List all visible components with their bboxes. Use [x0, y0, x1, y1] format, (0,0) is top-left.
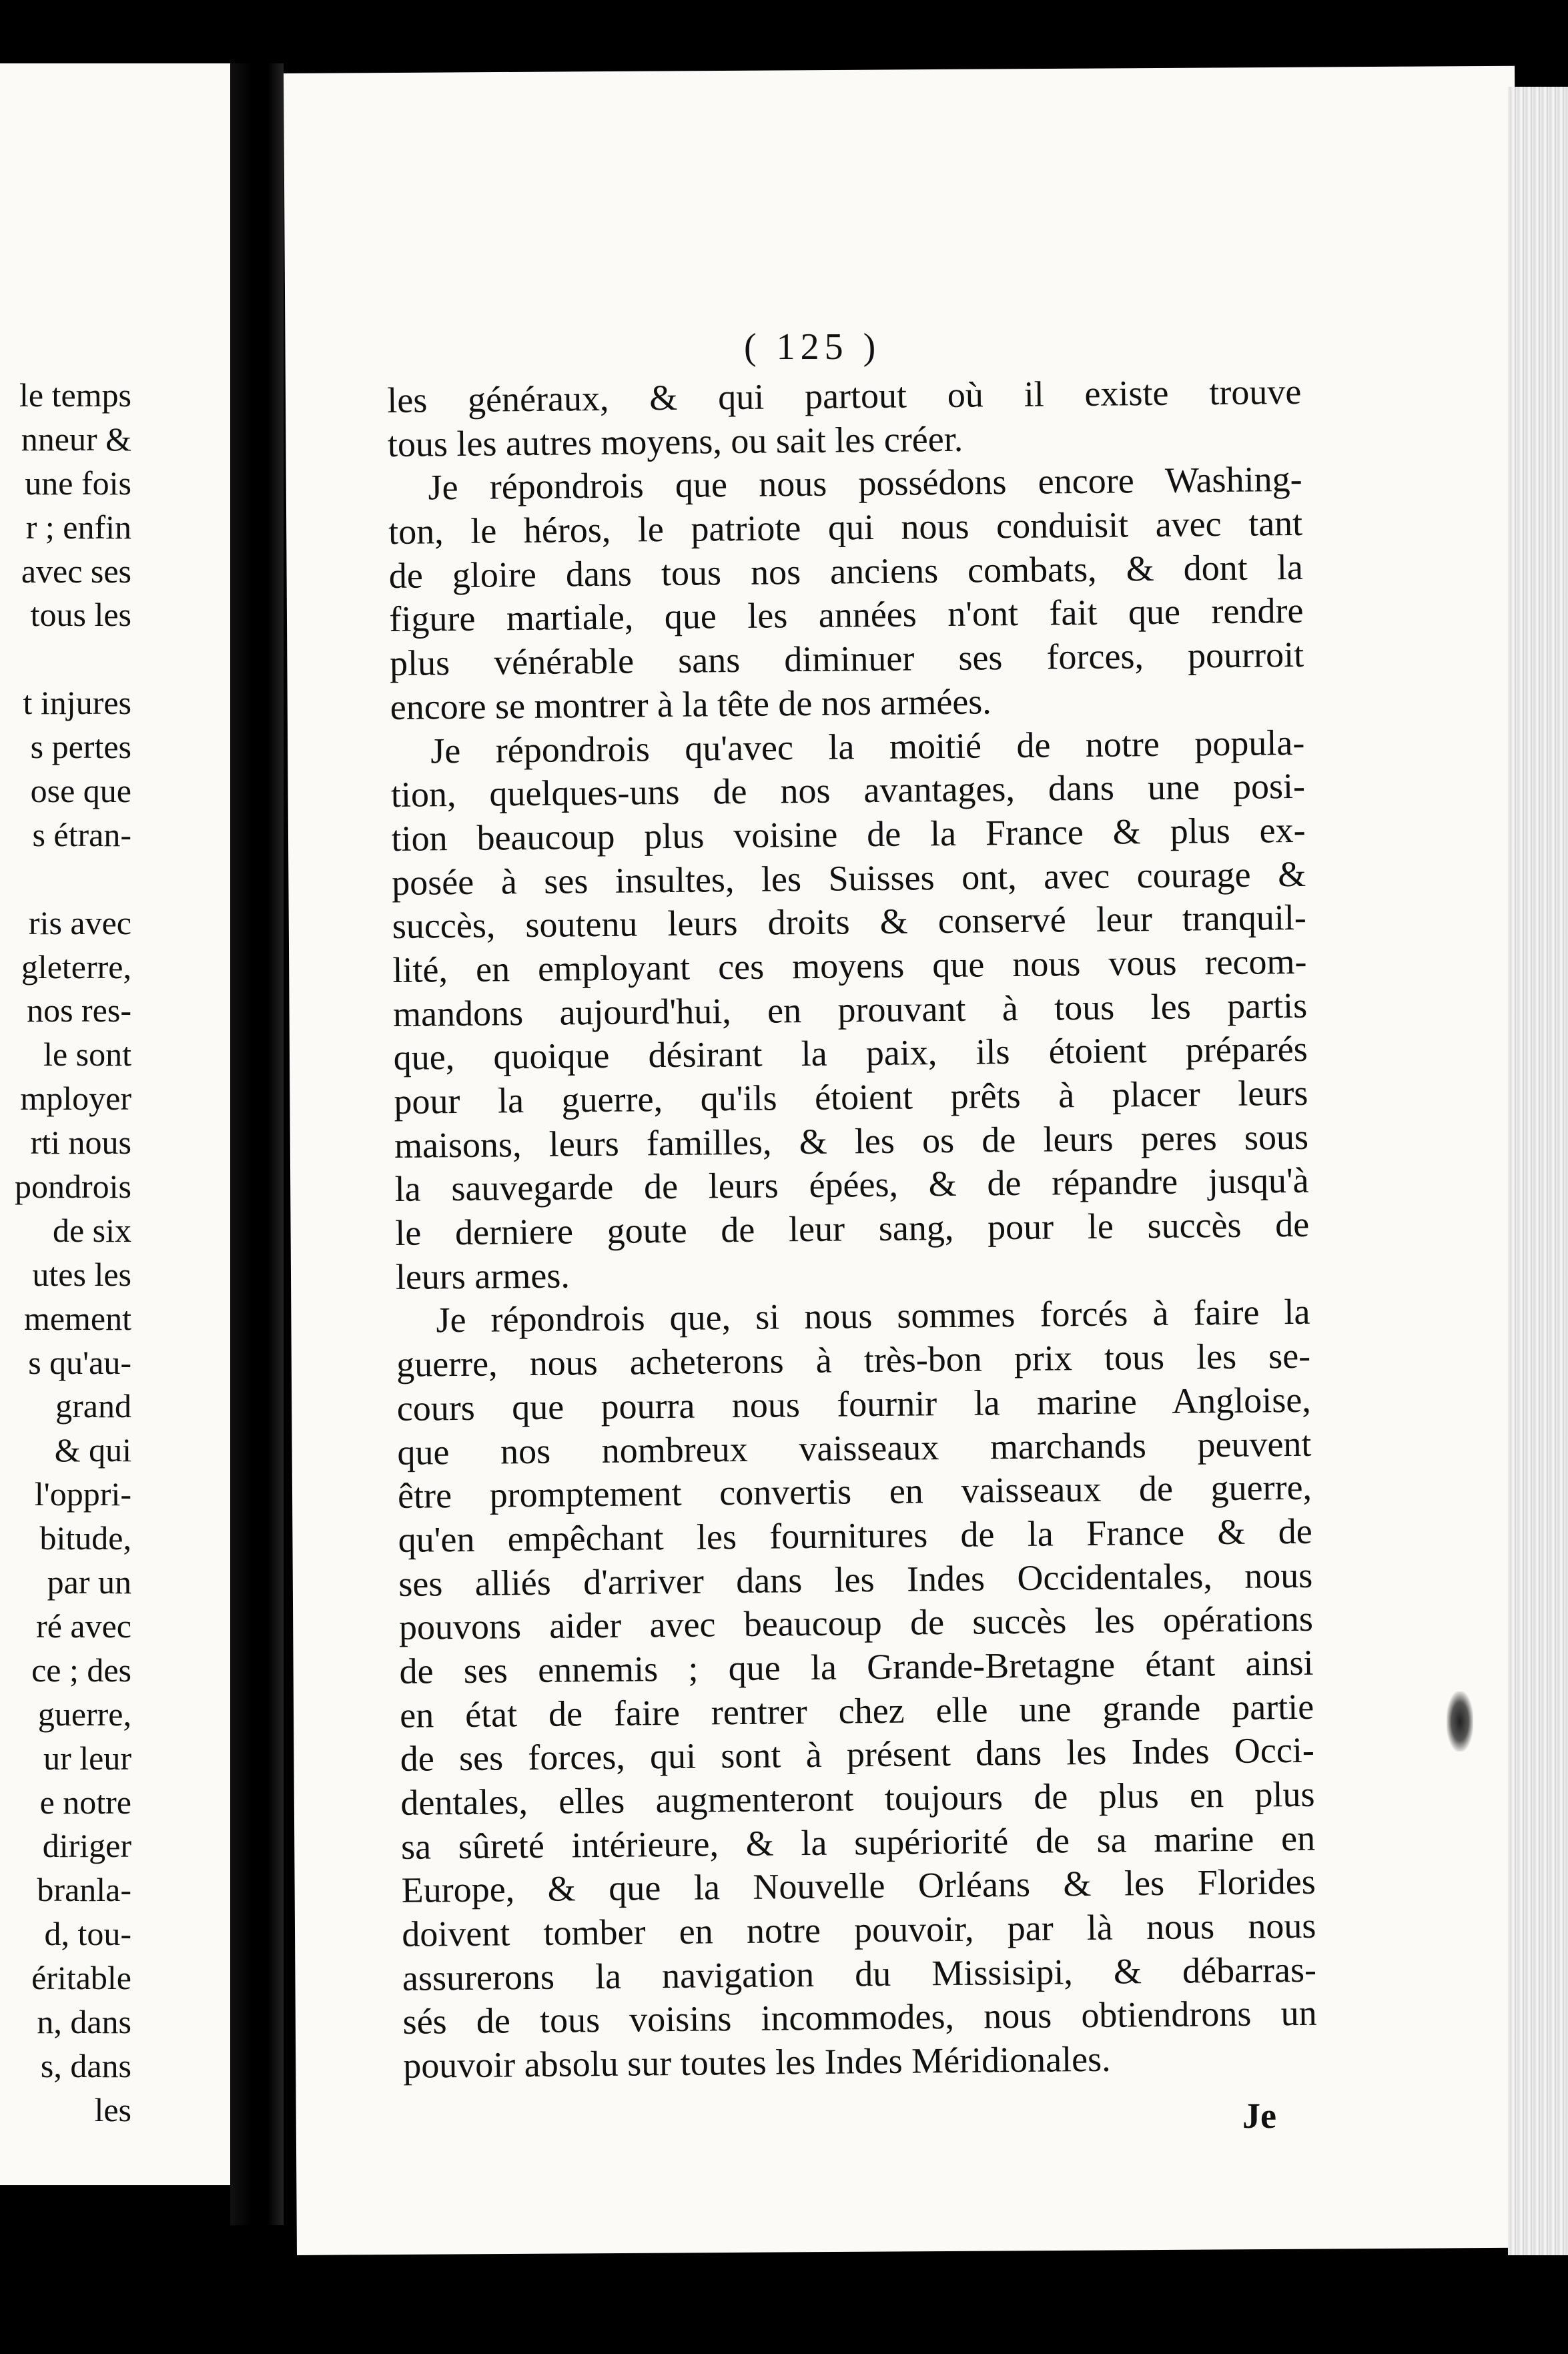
facing-text-line: avec ses	[21, 552, 131, 590]
facing-page-text	[0, 374, 131, 2132]
facing-text-line: diriger	[42, 1827, 131, 1865]
facing-text-line: & qui	[54, 1431, 131, 1469]
facing-text-line: le temps	[19, 376, 131, 414]
text-line: le derniere goute de leur sang, pour le succès de	[394, 1204, 1310, 1254]
text-line: Je répondrois qu'avec la moitié de notre popula-	[430, 722, 1305, 771]
text-line: figure martiale, que les années n'ont fait que rendre	[389, 591, 1304, 640]
facing-text-line: nneur &	[21, 420, 131, 458]
facing-text-line: nos res-	[27, 992, 131, 1030]
body-text	[387, 370, 1318, 2088]
text-line: encore se montrer à la tête de nos armées.	[390, 681, 992, 727]
ink-smudge	[1447, 1691, 1473, 1751]
catchword: Je	[1242, 2096, 1276, 2136]
text-line: doivent tomber en notre pouvoir, par là nous nous	[402, 1905, 1316, 1954]
text-line: Je répondrois que, si nous sommes forcés à faire la	[436, 1292, 1310, 1340]
text-line: tion, quelques-uns de nos avantages, dans une posi-	[390, 766, 1306, 815]
facing-text-line: rti nous	[30, 1124, 131, 1162]
facing-text-line: r ; enfin	[25, 508, 131, 546]
text-line: en état de faire rentrer chez elle une grande partie	[399, 1686, 1314, 1735]
text-line: leurs armes.	[395, 1255, 570, 1297]
facing-text-line: s qu'au-	[28, 1343, 131, 1381]
text-line: les généraux, & qui partout où il existe trouve	[387, 371, 1302, 420]
facing-text-line: par un	[47, 1563, 131, 1601]
facing-text-line: ose que	[30, 772, 131, 810]
text-line: que nos nombreux vaisseaux marchands peuvent	[397, 1423, 1312, 1473]
facing-text-line	[0, 637, 131, 681]
facing-text-line	[0, 857, 131, 901]
facing-text-line: bitude,	[39, 1519, 131, 1557]
facing-text-line: t injures	[23, 684, 131, 722]
book-gutter	[230, 63, 284, 2225]
text-line: qu'en empêchant les fournitures de la France & de	[398, 1511, 1312, 1560]
facing-text-line: s, dans	[40, 2046, 131, 2084]
facing-text-line: pondrois	[15, 1168, 131, 1206]
text-line: Je répondrois que nous possédons encore Washing-	[428, 459, 1302, 508]
text-line: mandons aujourd'hui, en prouvant à tous les partis	[392, 985, 1308, 1034]
facing-text-line: guerre,	[37, 1695, 131, 1733]
facing-text-line: les	[94, 2090, 131, 2128]
text-line: pour la guerre, qu'ils étoient prêts à placer leurs	[394, 1072, 1308, 1122]
text-line: cours que pourra nous fournir la marine Angloise,	[396, 1379, 1312, 1429]
text-line: pouvons aider avec beaucoup de succès les opérations	[398, 1599, 1314, 1648]
facing-text-line: gleterre,	[21, 947, 131, 986]
text-line: tion beaucoup plus voisine de la France & plus ex-	[391, 809, 1306, 859]
text-line: guerre, nous acheterons à très-bon prix tous les se-	[396, 1335, 1311, 1385]
facing-text-line: l'oppri-	[34, 1475, 131, 1513]
text-line: de gloire dans tous nos anciens combats, & dont la	[388, 546, 1304, 596]
text-line: dentales, elles augmenteront toujours de plus en plus	[400, 1774, 1315, 1823]
text-line: lité, en employant ces moyens que nous vous recom-	[392, 941, 1307, 990]
text-line: posée à ses insultes, les Suisses ont, avec courage &	[391, 853, 1306, 903]
facing-text-line: e notre	[39, 1783, 131, 1821]
facing-text-line: une fois	[25, 464, 131, 502]
text-line: pouvoir absolu sur toutes les Indes Méridionales.	[402, 2038, 1111, 2086]
text-line: sés de tous voisins incommodes, nous obtiendrons un	[402, 1993, 1317, 2042]
facing-text-line: ur leur	[43, 1739, 131, 1777]
page-number: ( 125 )	[744, 326, 881, 368]
facing-text-line: éritable	[31, 1959, 131, 1997]
facing-text-line: le sont	[43, 1036, 131, 1074]
text-line: la sauvegarde de leurs épées, & de répandre jusqu'à	[394, 1160, 1309, 1210]
text-line: que, quoique désirant la paix, ils étoient préparés	[393, 1029, 1308, 1078]
facing-text-line: ré avec	[36, 1607, 131, 1645]
text-line: de ses ennemis ; que la Grande-Bretagne étant ainsi	[399, 1642, 1314, 1691]
facing-text-line: tous les	[30, 596, 131, 634]
facing-text-line: s étran-	[32, 815, 131, 853]
text-line: de ses forces, qui sont à présent dans les Indes Occi-	[400, 1730, 1315, 1780]
text-line: maisons, leurs familles, & les os de leurs peres sous	[394, 1116, 1309, 1166]
text-line: succès, soutenu leurs droits & conservé leur tranquil-	[392, 897, 1307, 947]
facing-text-line: d, tou-	[44, 1915, 131, 1953]
text-line: être promptement convertis en vaisseaux de guerre,	[397, 1467, 1312, 1517]
text-line: assurerons la navigation du Missisipi, & débarras-	[402, 1949, 1317, 1998]
facing-text-line: utes les	[32, 1255, 131, 1293]
text-line: ses alliés d'arriver dans les Indes Occidentales, nous	[398, 1555, 1313, 1604]
text-line: sa sûreté intérieure, & la supériorité de sa marine en	[400, 1818, 1316, 1867]
facing-text-line: ris avec	[28, 903, 131, 941]
text-line: tous les autres moyens, ou sait les créer.	[387, 418, 963, 464]
text-line: Europe, & que la Nouvelle Orléans & les Florides	[401, 1862, 1316, 1911]
facing-text-line: ce ; des	[31, 1651, 131, 1689]
facing-text-line: mement	[23, 1299, 131, 1337]
facing-page	[0, 63, 230, 2185]
facing-text-line: mployer	[20, 1080, 131, 1118]
facing-text-line: branla-	[37, 1871, 131, 1909]
page-edges	[1508, 87, 1568, 2255]
facing-text-line: de six	[52, 1211, 131, 1249]
text-line: ton, le héros, le patriote qui nous conduisit avec tant	[388, 502, 1303, 552]
text-line: plus vénérable sans diminuer ses forces, pourroit	[389, 634, 1304, 684]
facing-text-line: grand	[55, 1387, 131, 1425]
facing-text-line: s pertes	[30, 728, 131, 766]
facing-text-line: n, dans	[37, 2002, 131, 2040]
